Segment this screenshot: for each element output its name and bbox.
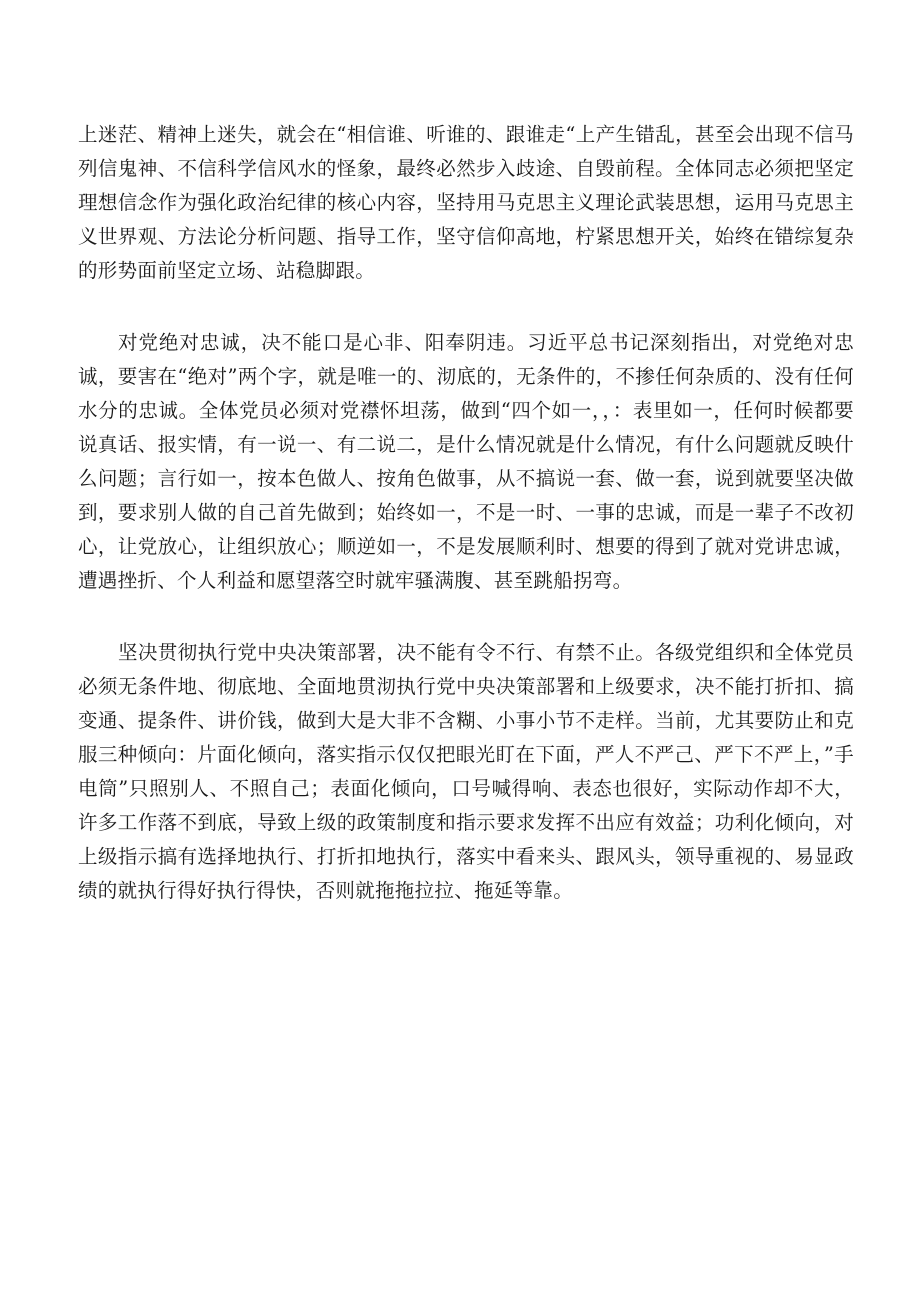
document-body: [78, 118, 854, 946]
paragraph-1: 上迷茫、精神上迷失，就会在“相信谁、听谁的、跟谁走“上产生错乱，甚至会出现不信马列信鬼神、不信科学信风水的怪象，最终必然步入歧途、自毁前程。全体同志必须把坚定理想信念作为强化政治纪律的核心内容，坚持用马克思主义理论武装思想，运用马克思主义世界观、方法论分析问题、指导工作，坚守信仰高地，柠紧思想开关，始终在错综复杂的形势面前坚定立场、站稳脚跟。: [78, 123, 854, 282]
paragraph-3: 坚决贯彻执行党中央决策部署，决不能有令不行、有禁不止。各级党组织和全体党员必须无条件地、彻底地、全面地贯沏执行党中央决策部署和上级要求，决不能打折扣、搞变通、提条件、讲价钱，做到大是大非不含糊、小事小节不走样。当前，尤其要防止和克服三种倾向：片面化倾向，落实指示仅仅把眼光盯在下面，严人不严己、严下不严上，”手电筒”只照别人、不照自己；表面化倾向，口号喊得响、表态也很好，实际动作却不大，许多工作落不到底，导致上级的政策制度和指示要求发挥不出应有效益；功利化倾向，对上级指示搞有选择地执行、打折扣地执行，落实中看来头、跟风头，领导重视的、易显政绩的就执行得好执行得快，否则就拖拖拉拉、拖延等靠。: [78, 641, 854, 902]
paragraph-2: 对党绝对忠诚，决不能口是心非、阳奉阴违。习近平总书记深刻指出，对党绝对忠诚，要害在“绝对”两个字，就是唯一的、沏底的，无条件的，不掺任何杂质的、没有任何水分的忠诚。全体党员必须对党襟怀坦荡，做到“四个如一，，：表里如一，任何时候都要说真话、报实情，有一说一、有二说二，是什么情况就是什么情况，有什么问题就反映什么问题；言行如一，按本色做人、按角色做事，从不搞说一套、做一套，说到就要坚决做到，要求别人做的自己首先做到；始终如一，不是一时、一事的忠诚，而是一辈子不改初心，让党放心，让组织放心；顺逆如一，不是发展顺利时、想要的得到了就对党讲忠诚，遭遇挫折、个人利益和愿望落空时就牢骚满腹、甚至跳船拐弯。: [78, 331, 854, 592]
